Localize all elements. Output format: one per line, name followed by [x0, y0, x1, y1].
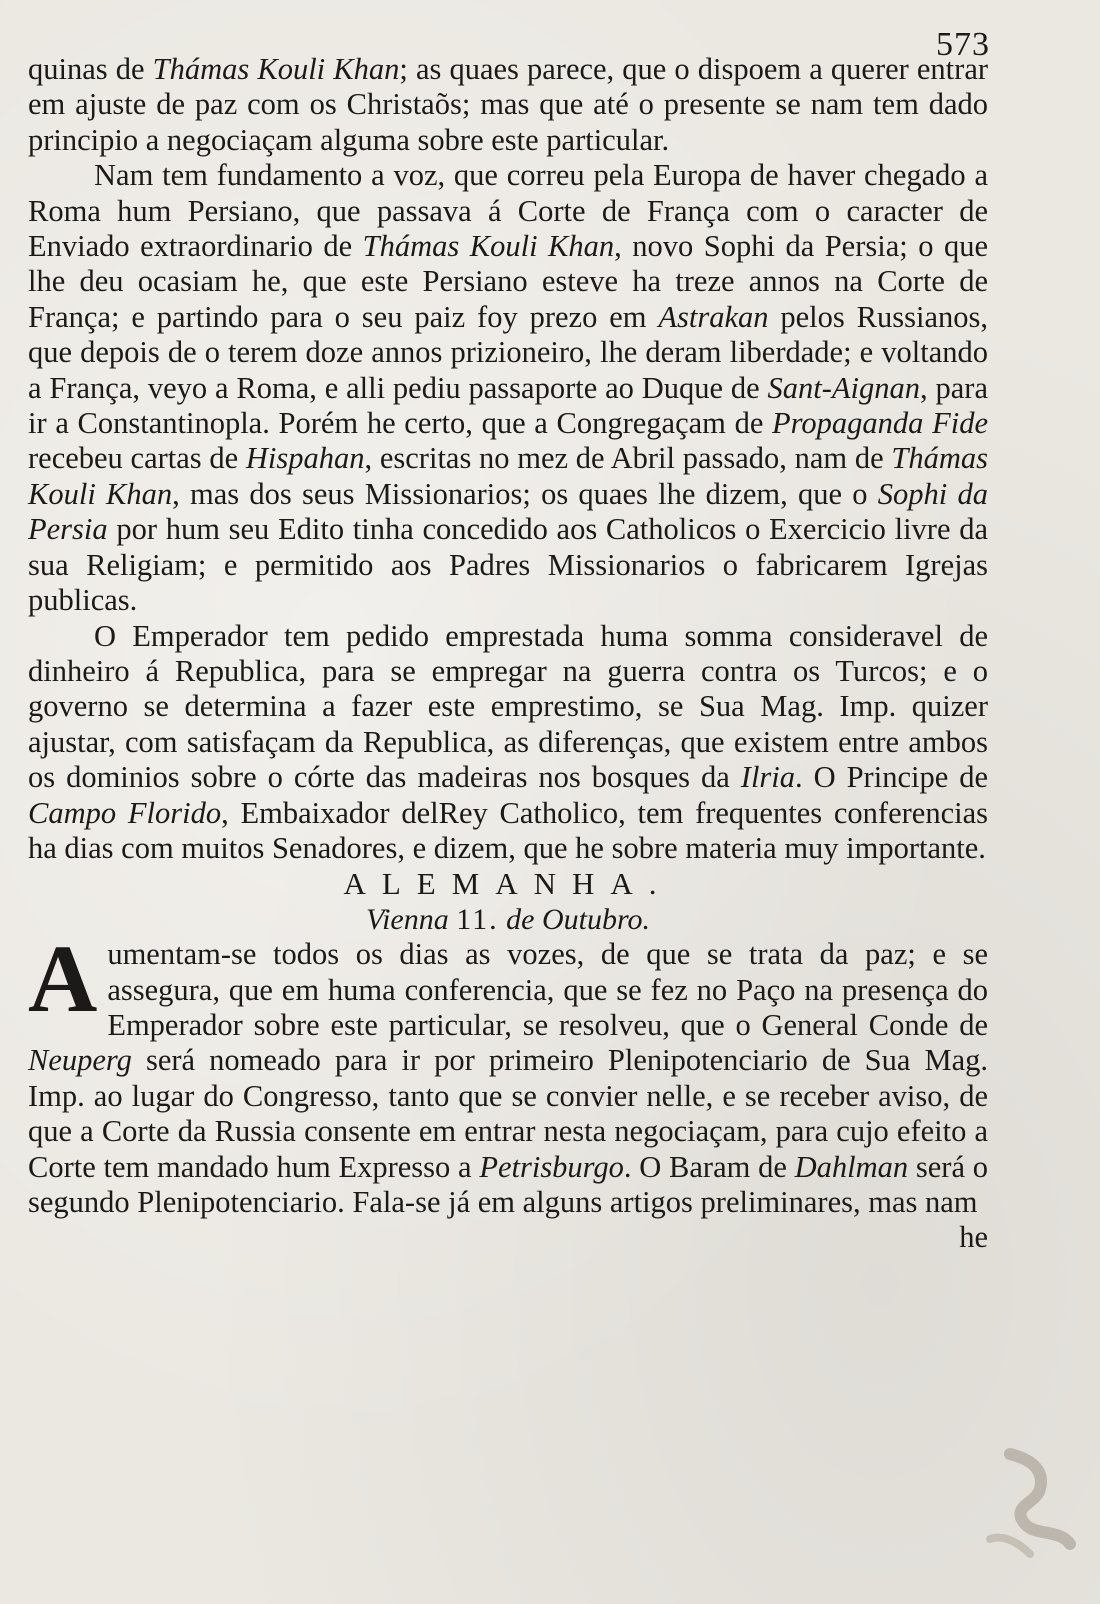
text-run: ; as quaes parece, que o dispoem a querer entrar em ajuste de paz com os Christaõs; mas que até o presente se nam tem dado principio a negociaçam alguma sobre este particular.	[28, 52, 989, 157]
italic-name: Thámas Kouli Khan	[152, 52, 400, 86]
italic-name: Propaganda Fide	[772, 406, 988, 441]
text-run: , novo Sophi da Persia; o que lhe deu ocasiam he, que este Persiano esteve ha treze annos na Corte de França; e partindo para o seu paiz foy prezo em	[28, 229, 989, 334]
text-run: O Emperador tem pedido emprestada huma somma consideravel de dinheiro á Republica, para se empregar na guerra contra os Turcos; e o governo se determina a fazer este emprestimo, se Sua Mag. Imp. quizer ajustar, com satisfaçam da Republica, as diferenças, que existem entre ambos os dominios sobre o córte das madeiras nos bosques da	[28, 618, 988, 795]
text-run: , para ir a Constantinopla. Porém he certo, que a Congregaçam de	[28, 370, 989, 441]
italic-name: Ilria	[740, 760, 796, 795]
italic-name: Hispahan	[245, 441, 365, 476]
text-run: recebeu cartas de	[28, 441, 246, 476]
section-heading: ALEMANHA.	[343, 866, 673, 902]
text-run: por hum seu Edito tinha concedido aos Catholicos o Exercicio livre da sua Religiam; e permitido aos Padres Missionarios o fabricarem Igrejas publicas.	[28, 512, 988, 618]
article-body	[28, 52, 988, 1256]
page-number: 573	[936, 26, 990, 63]
italic-name: Petrisburgo	[479, 1149, 624, 1184]
italic-name: Neuperg	[28, 1043, 132, 1078]
paragraph-3	[28, 619, 988, 867]
dateline-month: de Outubro.	[506, 902, 651, 936]
catchword: he	[959, 1220, 988, 1255]
italic-name: Dahlman	[794, 1149, 909, 1184]
dateline-day: 11.	[456, 902, 499, 936]
italic-name: Sant-Aignan	[767, 370, 921, 405]
text-run: Nam tem fundamento a voz, que correu pela Europa de haver chegado a Roma hum Persiano, que passava á Corte de França com o caracter de Enviado extraordinario de	[28, 158, 988, 264]
text-run: . O Baram de	[623, 1149, 795, 1184]
italic-name: Thámas Kouli Khan	[362, 229, 615, 264]
italic-name: Astrakan	[658, 299, 769, 334]
italic-name: Campo Florido	[28, 795, 222, 830]
dateline-city: Vienna	[365, 902, 449, 936]
text-run: quinas de	[28, 52, 153, 86]
text-run: será nomeado para ir por primeiro Plenipotenciario de Sua Mag. Imp. ao lugar do Congresso, tanto que se convier nelle, e se receber aviso, de que a Corte da Russia consente em entrar nesta negociaçam, para cujo efeito a Corte tem mandado hum Expresso a	[28, 1043, 988, 1184]
paragraph-2	[28, 158, 988, 618]
text-run: pelos Russianos, que depois de o terem doze annos prizioneiro, lhe deram liberdade; e voltando a França, veyo a Roma, e alli pediu passaporte ao Duque de	[28, 299, 988, 405]
paragraph-4	[28, 925, 988, 1220]
paragraph-1	[28, 52, 988, 158]
text-run: , Embaixador delRey Catholico, tem frequentes conferencias ha dias com muitos Senadores, e dizem, que he sobre materia muy importante.	[28, 795, 988, 865]
italic-name: Sophi da Persia	[28, 476, 988, 547]
text-run: , escritas no mez de Abril passado, nam de	[364, 441, 892, 476]
italic-name: Thámas Kouli Khan	[28, 441, 988, 511]
ink-stain-mark	[970, 1444, 1090, 1564]
text-run: Aumentam-se todos os dias as vozes, de que se trata da paz; e se assegura, que em huma conferencia, que se fez no Paço na presença do Emperador sobre este particular, se resolveu, que o General Conde de	[28, 925, 988, 1042]
dateline	[28, 902, 988, 937]
text-run: será o segundo Plenipotenciario. Fala-se já em alguns artigos preliminares, mas nam	[28, 1149, 988, 1219]
text-run: , mas dos seus Missionarios; os quaes lhe dizem, que o	[172, 476, 878, 511]
text-run: . O Principe de	[795, 760, 988, 795]
